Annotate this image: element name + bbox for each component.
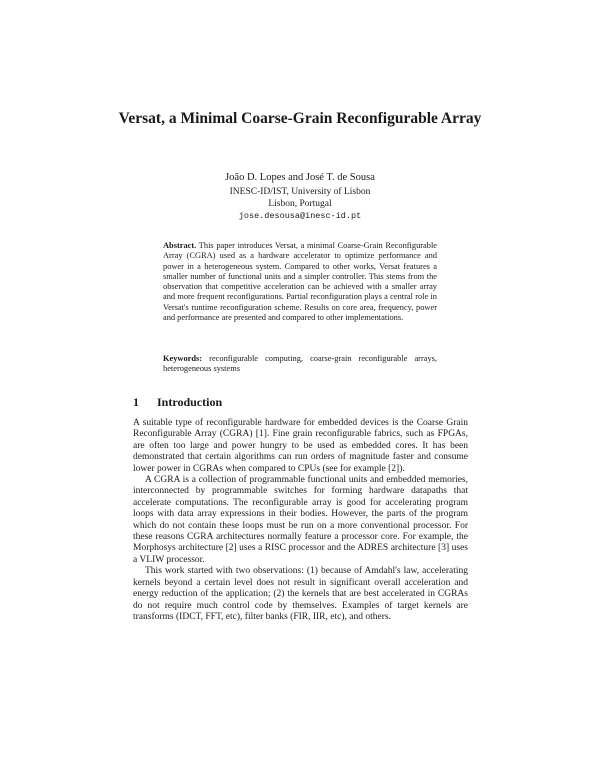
paragraph: A suitable type of reconfigurable hardware for embedded devices is the Coarse Grain Reconfigurable Array (CGRA) [1]. Fine grain reconfigurable fabrics, such as FPGAs, are often too large and power hungry to be used as embedded cores. It has been demonstrated that certain algorithms can run orders of magnitude faster and consume lower power in CGRAs when compared to CPUs (see for example [2]). xyxy=(133,418,468,474)
abstract-text: This paper introduces Versat, a minimal Coarse-Grain Reconfigurable Array (CGRA) used as a hardware accelerator to optimize performance and power in a heterogeneous system. Compared to other works, Versat features a smaller number of functional units and a simpler controller. This stems from the observation that competitive acceleration can be achieved with a smaller array and more frequent reconfigurations. Partial reconfiguration plays a central role in Versat's runtime reconfiguration scheme. Results on core area, frequency, power and performance are presented and compared to other implementations. xyxy=(163,241,437,323)
keywords-label: Keywords: xyxy=(163,354,203,363)
affiliation-institution: INESC-ID/IST, University of Lisbon xyxy=(229,187,371,197)
section-body xyxy=(133,418,468,623)
abstract xyxy=(163,241,437,323)
section-number: 1 xyxy=(133,395,139,409)
section-heading xyxy=(133,395,222,410)
affiliation xyxy=(100,186,500,222)
affiliation-location: Lisbon, Portugal xyxy=(268,199,332,209)
abstract-label: Abstract. xyxy=(163,241,197,250)
paragraph: This work started with two observations: (1) because of Amdahl's law, accelerating kernels beyond a certain level does not result in significant overall acceleration and energy reduction of the application; (2) the kernels that are best accelerated in CGRAs do not require much control code by themselves. Examples of target kernels are transforms (IDCT, FFT, etc), filter banks (FIR, IIR, etc), and others. xyxy=(133,566,468,622)
author-email: jose.desousa@inesc-id.pt xyxy=(238,211,362,221)
paper-title: Versat, a Minimal Coarse-Grain Reconfigurable Array xyxy=(118,110,482,127)
keywords-text: reconfigurable computing, coarse-grain reconfigurable arrays, heterogeneous systems xyxy=(163,354,438,374)
paragraph: A CGRA is a collection of programmable functional units and embedded memories, interconnected by programmable switches for forming hardware datapaths that accelerate computations. The reconfigurable array is good for accelerating program loops with data array expressions in their bodies. However, the parts of the program which do not contain these loops must be run on a more conventional processor. For these reasons CGRA architectures normally feature a processor core. For example, the Morphosys architecture [2] uses a RISC processor and the ADRES architecture [3] uses a VLIW processor. xyxy=(133,475,468,565)
author-names: João D. Lopes and José T. de Sousa xyxy=(225,172,375,183)
keywords xyxy=(163,354,437,375)
section-title: Introduction xyxy=(157,395,223,409)
